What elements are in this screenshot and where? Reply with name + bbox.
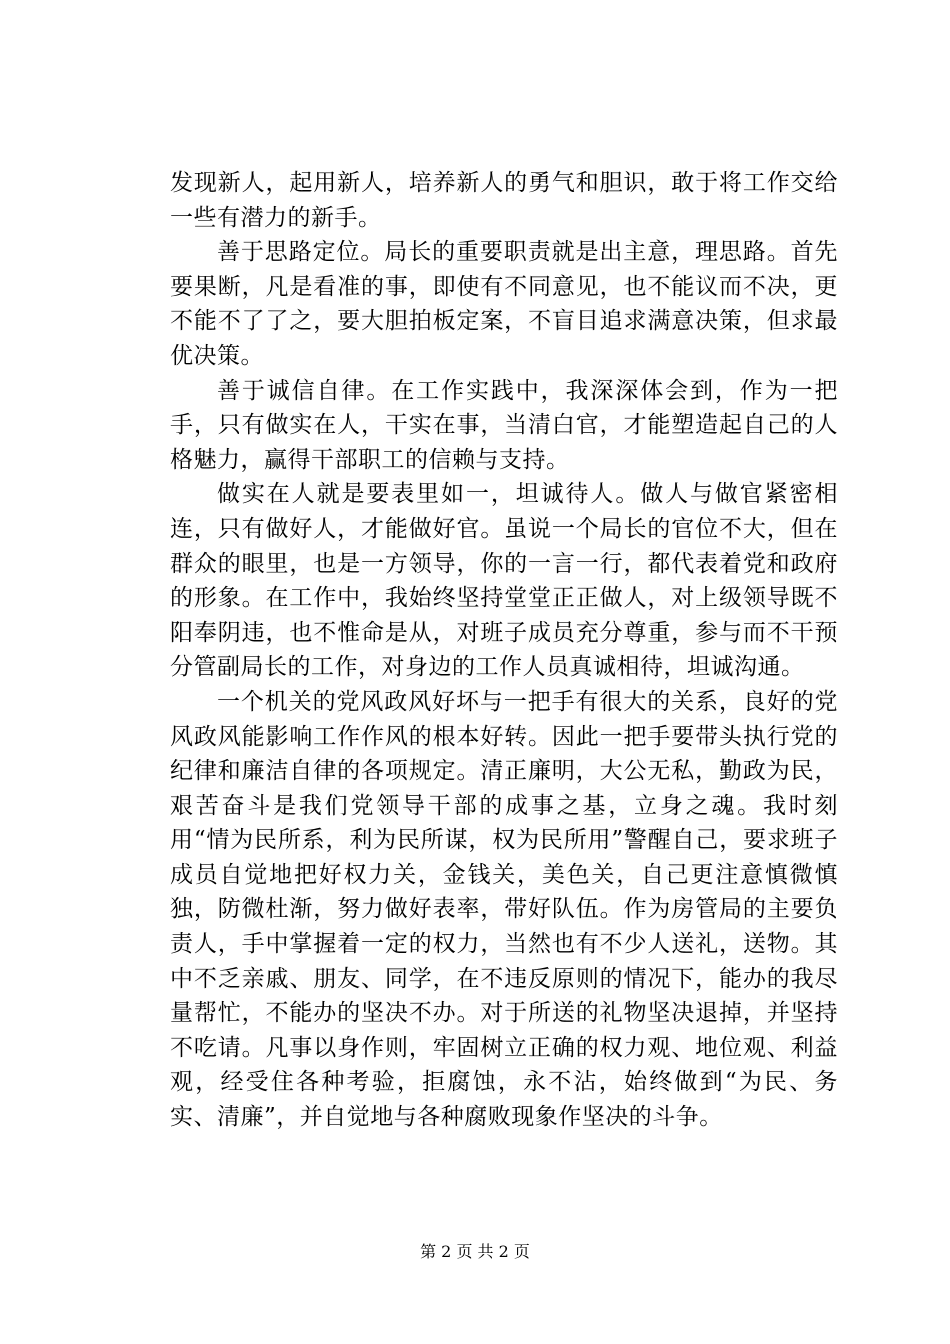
paragraph-1: 发现新人，起用新人，培养新人的勇气和胆识，敢于将工作交给一些有潜力的新手。 — [170, 170, 838, 231]
document-body — [170, 166, 838, 1135]
paragraph-2: 善于思路定位。局长的重要职责就是出主意，理思路。首先要果断，凡是看准的事，即使有不同意见，也不能议而不决，更不能不了了之，要大胆拍板定案，不盲目追求满意决策，但求最优决策。 — [170, 239, 838, 369]
page-footer — [0, 1241, 950, 1263]
paragraph-3: 善于诚信自律。在工作实践中，我深深体会到，作为一把手，只有做实在人，干实在事，当清白官，才能塑造起自己的人格魅力，赢得干部职工的信赖与支持。 — [170, 377, 838, 473]
page-number-label: 第 2 页 共 2 页 — [420, 1242, 530, 1261]
paragraph-5: 一个机关的党风政风好坏与一把手有很大的关系，良好的党风政风能影响工作作风的根本好转。因此一把手要带头执行党的纪律和廉洁自律的各项规定。清正廉明，大公无私，勤政为民，艰苦奋斗是我们党领导干部的成事之基，立身之魂。我时刻用“情为民所系，利为民所谋，权为民所用”警醒自己，要求班子成员自觉地把好权力关，金钱关，美色关，自己更注意慎微慎独，防微杜渐，努力做好表率，带好队伍。作为房管局的主要负责人，手中掌握着一定的权力，当然也有不少人送礼，送物。其中不乏亲戚、朋友、同学，在不违反原则的情况下，能办的我尽量帮忙，不能办的坚决不办。对于所送的礼物坚决退掉，并坚持不吃请。凡事以身作则，牢固树立正确的权力观、地位观、利益观，经受住各种考验，拒腐蚀，永不沾，始终做到“为民、务实、清廉”，并自觉地与各种腐败现象作坚决的斗争。 — [170, 688, 838, 1131]
paragraph-4: 做实在人就是要表里如一，坦诚待人。做人与做官紧密相连，只有做好人，才能做好官。虽说一个局长的官位不大，但在群众的眼里，也是一方领导，你的一言一行，都代表着党和政府的形象。在工作中，我始终坚持堂堂正正做人，对上级领导既不阳奉阴违，也不惟命是从，对班子成员充分尊重，参与而不干预分管副局长的工作，对身边的工作人员真诚相待，坦诚沟通。 — [170, 481, 838, 681]
